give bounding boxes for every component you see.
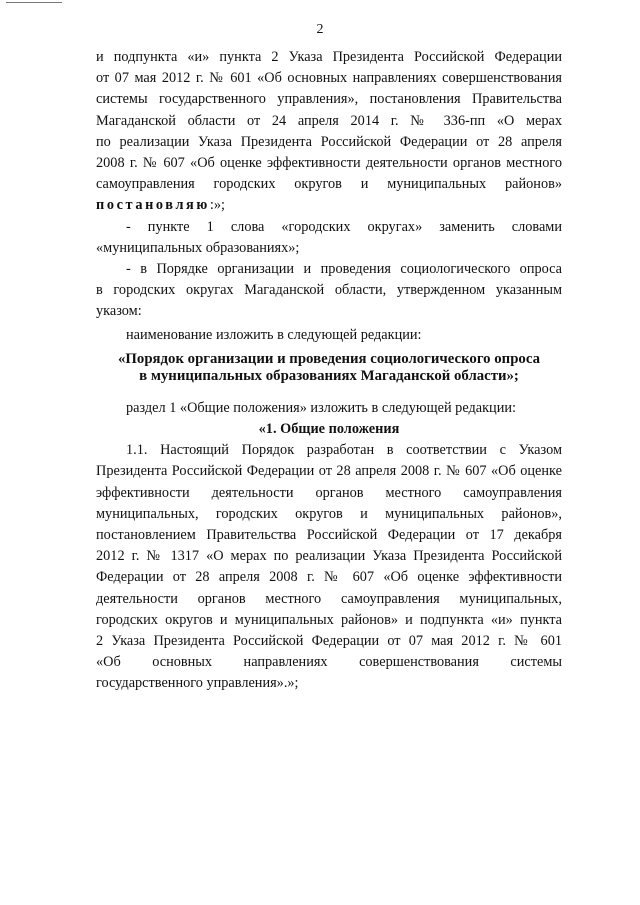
order-title (96, 351, 562, 385)
text-line: Федерации от 28 апреля 2008 г. № 607 «Об оценке эффективности (96, 569, 562, 586)
text-line: 2012 г. № 1317 «О мерах по реализации Указа Президента Российской (96, 548, 562, 565)
text-line: 2008 г. № 607 «Об оценке эффективности деятельности органов местного (96, 155, 562, 172)
section-heading: «1. Общие положения (258, 421, 400, 438)
text-line: 1.1. Настоящий Порядок разработан в соответствии с Указом (126, 442, 562, 459)
text-line: указом: (96, 303, 142, 320)
text-line: - в Порядке организации и проведения социологического опроса (126, 261, 562, 278)
order-title-line: в муниципальных образованиях Магаданской области»; (139, 367, 519, 384)
document-body (96, 47, 562, 695)
text-line: 2 Указа Президента Российской Федерации от 07 мая 2012 г. № 601 (96, 633, 562, 650)
text-line: городских округов и муниципальных районов» и подпункта «и» пункта (96, 611, 562, 628)
text-line: деятельности органов местного самоуправления муниципальных, (96, 590, 562, 607)
text-line: самоуправления городских округов и муниципальных районов» (96, 176, 562, 193)
text-line-resolution (96, 195, 562, 216)
scan-corner-mark (6, 2, 62, 3)
text-line: по реализации Указа Президента Российской Федерации от 28 апреля (96, 133, 562, 150)
order-title-line: «Порядок организации и проведения социологического опроса (118, 350, 540, 367)
text-line: системы государственного управления», постановления Правительства (96, 91, 562, 108)
text-line: постановлением Правительства Российской Федерации от 17 декабря (96, 527, 562, 544)
text-line: наименование изложить в следующей редакции: (126, 326, 422, 343)
text-line: «муниципальных образованиях»; (96, 239, 300, 256)
text-line: эффективности деятельности органов местного самоуправления (96, 484, 562, 501)
text-line: Президента Российской Федерации от 28 апреля 2008 г. № 607 «Об оценке (96, 463, 562, 480)
text-line: Магаданской области от 24 апреля 2014 г. № 336-пп «О мерах (96, 112, 562, 129)
resolution-tail: :»; (209, 197, 226, 214)
text-line: - пункте 1 слова «городских округах» заменить словами (126, 218, 562, 235)
text-line: в городских округах Магаданской области, утвержденном указанным (96, 282, 562, 299)
text-line: «Об основных направлениях совершенствования системы (96, 654, 562, 671)
text-line: и подпункта «и» пункта 2 Указа Президента Российской Федерации (96, 49, 562, 65)
resolution-word: постановляю (96, 197, 210, 214)
text-line: муниципальных, городских округов и муниципальных районов», (96, 505, 562, 522)
text-line: государственного управления».»; (96, 675, 299, 692)
text-line: раздел 1 «Общие положения» изложить в следующей редакции: (126, 399, 516, 416)
text-line: от 07 мая 2012 г. № 601 «Об основных направлениях совершенствования (96, 70, 562, 87)
page-number: 2 (316, 22, 324, 37)
